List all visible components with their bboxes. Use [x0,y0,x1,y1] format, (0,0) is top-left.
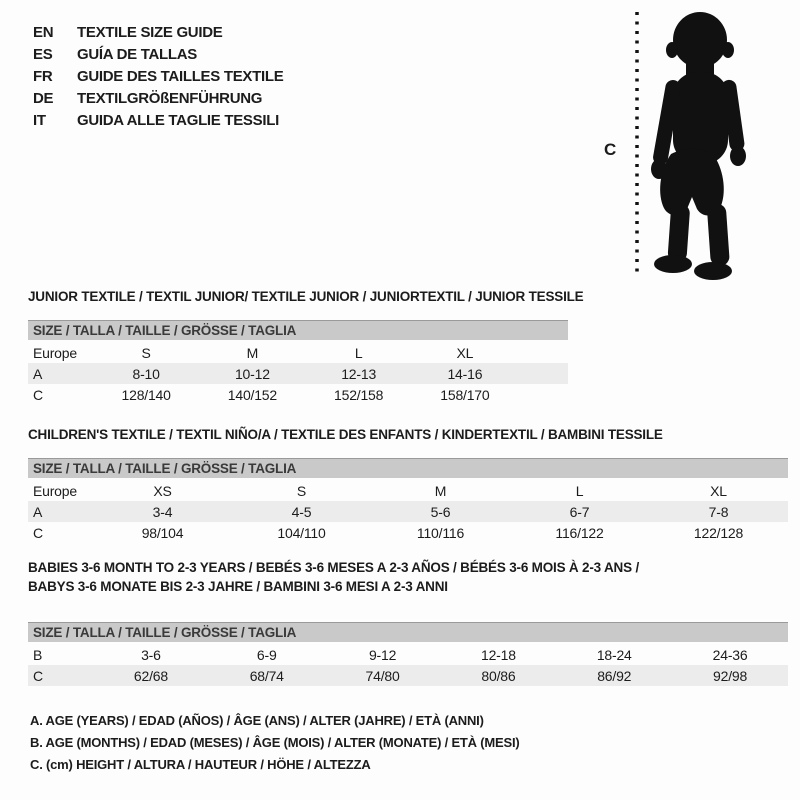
language-row [33,109,283,131]
table-cell: 110/116 [416,524,465,541]
table-cell: M [246,344,259,361]
language-title: GUÍA DE TALLAS [77,45,197,63]
size-section-babies [28,558,788,686]
language-title: TEXTILGRÖßENFÜHRUNG [77,89,263,107]
footnote-line: A. AGE (YEARS) / EDAD (AÑOS) / ÂGE (ANS) / ALTER (JAHRE) / ETÀ (ANNI) [30,713,484,728]
size-table [28,342,568,405]
size-header-bar: SIZE / TALLA / TAILLE / GRÖSSE / TAGLIA [28,622,788,642]
section-title [28,425,788,444]
table-cell: 158/170 [440,386,490,403]
language-list [33,21,283,131]
table-cell: XL [456,344,474,361]
table-row [28,501,788,522]
table-row [28,480,788,501]
size-header-bar: SIZE / TALLA / TAILLE / GRÖSSE / TAGLIA [28,458,788,478]
height-measure-label: C [604,140,616,159]
table-cell: 92/98 [713,667,748,684]
language-row [33,87,283,109]
table-cell: 98/104 [141,524,184,541]
row-label: B [33,646,43,663]
row-label: A [33,365,43,382]
language-code: DE [33,89,54,107]
table-row [28,644,788,665]
section-title [28,287,788,306]
section-title-line: BABYS 3-6 MONATE BIS 2-3 JAHRE / BAMBINI 3-6 MESI A 2-3 ANNI [28,579,448,594]
row-label: C [33,524,43,541]
footnote-line: C. (cm) HEIGHT / ALTURA / HAUTEUR / HÖHE / ALTEZZA [30,757,371,772]
language-row [33,21,283,43]
table-row [28,342,568,363]
table-cell: 14-16 [447,365,483,382]
size-table [28,644,788,686]
table-cell: 7-8 [708,503,729,520]
section-title-line: BABIES 3-6 MONTH TO 2-3 YEARS / BEBÉS 3-6 MESES A 2-3 AÑOS / BÉBÉS 3-6 MOIS À 2-3 ANS / [28,560,639,575]
table-cell: L [575,482,584,499]
table-cell: 86/92 [597,667,632,684]
table-cell: 10-12 [234,365,270,382]
table-cell: S [296,482,307,499]
table-cell: 74/80 [365,667,400,684]
row-label: Europe [33,482,77,499]
language-title: GUIDE DES TAILLES TEXTILE [77,67,284,85]
table-cell: 12-18 [481,646,516,663]
language-code: FR [33,67,53,85]
table-cell: 68/74 [249,667,284,684]
row-label: A [33,503,43,520]
section-title [28,558,788,596]
table-cell: 116/122 [555,524,604,541]
language-code: ES [33,45,53,63]
table-cell: 80/86 [481,667,516,684]
table-cell: 62/68 [133,667,168,684]
section-title-line: CHILDREN'S TEXTILE / TEXTIL NIÑO/A / TEXTILE DES ENFANTS / KINDERTEXTIL / BAMBINI TESSILE [28,427,663,442]
table-cell: 9-12 [368,646,397,663]
table-cell: 4-5 [291,503,312,520]
table-cell: 104/110 [277,524,326,541]
language-code: EN [33,23,54,41]
table-row [28,384,568,405]
language-title: GUIDA ALLE TAGLIE TESSILI [77,111,279,129]
table-cell: M [434,482,447,499]
table-row [28,522,788,543]
table-cell: 8-10 [132,365,160,382]
child-silhouette-icon [628,6,778,284]
footnotes [30,710,520,776]
language-row [33,65,283,87]
size-header-bar: SIZE / TALLA / TAILLE / GRÖSSE / TAGLIA [28,320,568,340]
language-row [33,43,283,65]
table-cell: 6-9 [256,646,277,663]
row-label: C [33,667,43,684]
row-label: C [33,386,43,403]
section-title-line: JUNIOR TEXTILE / TEXTIL JUNIOR/ TEXTILE JUNIOR / JUNIORTEXTIL / JUNIOR TESSILE [28,289,584,304]
footnote-line: B. AGE (MONTHS) / EDAD (MESES) / ÂGE (MOIS) / ALTER (MONATE) / ETÀ (MESI) [30,735,520,750]
table-row [28,665,788,686]
table-cell: L [354,344,363,361]
table-cell: S [141,344,151,361]
figure-block [600,4,795,292]
table-cell: 18-24 [596,646,632,663]
table-cell: 140/152 [227,386,277,403]
row-label: Europe [33,344,77,361]
size-section-children [28,425,788,543]
language-code: IT [33,111,46,129]
table-cell: 12-13 [341,365,377,382]
table-cell: XS [153,482,172,499]
table-cell: XL [710,482,727,499]
table-cell: 152/158 [334,386,384,403]
table-cell: 122/128 [693,524,744,541]
size-section-junior [28,287,788,405]
table-cell: 3-6 [141,646,161,663]
table-cell: 128/140 [121,386,171,403]
language-title: TEXTILE SIZE GUIDE [77,23,223,41]
size-table [28,480,788,543]
table-cell: 5-6 [430,503,451,520]
table-row [28,363,568,384]
table-cell: 24-36 [712,646,748,663]
table-cell: 3-4 [152,503,173,520]
table-cell: 6-7 [569,503,590,520]
